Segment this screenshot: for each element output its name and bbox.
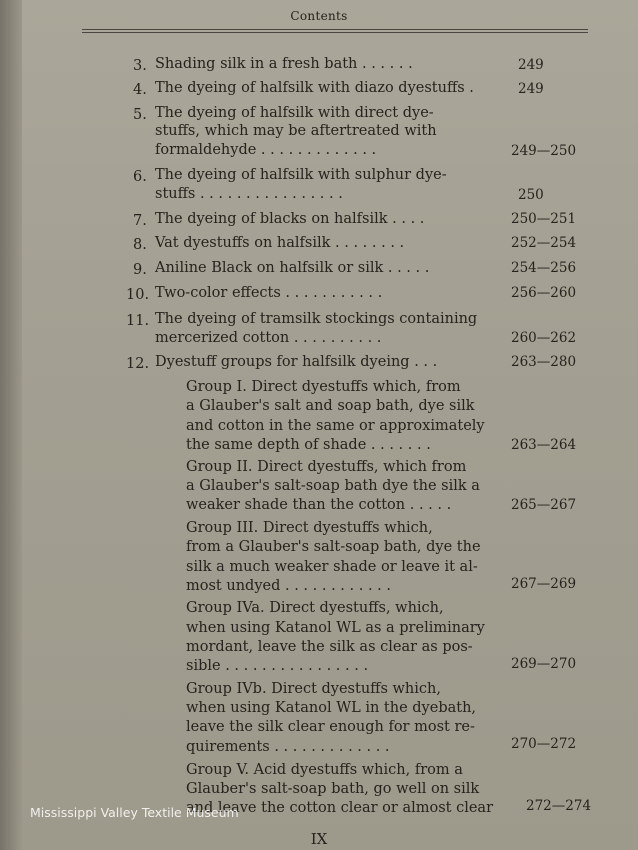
entry-text: stuffs . . . . . . . . . . . . . . . . (155, 186, 343, 202)
group-pages: 267—269 (511, 576, 577, 592)
entry-text: mercerized cotton . . . . . . . . . . (155, 330, 382, 346)
group-text: Group I. Direct dyestuffs which, from (186, 379, 461, 395)
group-text: and leave the cotton clear or almost clear (186, 800, 494, 816)
group-text: Group IVb. Direct dyestuffs which, (186, 681, 441, 697)
group-pages: 272—274 (526, 798, 592, 814)
entry-text: Aniline Black on halfsilk or silk . . . . . (155, 260, 430, 276)
entry-text: The dyeing of halfsilk with diazo dyestuffs . (155, 80, 474, 96)
entry-pages: 263—280 (511, 354, 577, 370)
group-pages: 269—270 (511, 656, 577, 672)
group-text: weaker shade than the cotton . . . . . (186, 497, 452, 513)
entry-text: The dyeing of blacks on halfsilk . . . . (155, 211, 425, 227)
entry-text: The dyeing of tramsilk stockings containing (155, 311, 478, 327)
group-text: from a Glauber's salt-soap bath, dye the (186, 539, 481, 555)
group-text: the same depth of shade . . . . . . . (186, 437, 431, 453)
entry-number: 11. (126, 313, 150, 329)
entry-pages: 249—250 (511, 143, 577, 159)
entry-text: Dyestuff groups for halfsilk dyeing . . . (155, 354, 438, 370)
entry-number: 12. (126, 356, 150, 372)
group-text: silk a much weaker shade or leave it al- (186, 559, 478, 575)
group-text: a Glauber's salt-soap bath dye the silk a (186, 478, 480, 494)
group-text: quirements . . . . . . . . . . . . . (186, 739, 390, 755)
group-pages: 270—272 (511, 736, 577, 752)
entry-number: 9. (133, 262, 147, 278)
group-text: and cotton in the same or approximately (186, 418, 485, 434)
group-text: most undyed . . . . . . . . . . . . (186, 578, 391, 594)
group-text: Group II. Direct dyestuffs, which from (186, 459, 467, 475)
entry-pages: 256—260 (511, 285, 577, 301)
group-text: mordant, leave the silk as clear as pos- (186, 639, 473, 655)
group-pages: 263—264 (511, 437, 577, 453)
entry-pages: 254—256 (511, 260, 577, 276)
group-text: Glauber's salt-soap bath, go well on silk (186, 781, 480, 797)
entry-pages: 260—262 (511, 330, 577, 346)
entry-text: formaldehyde . . . . . . . . . . . . . (155, 142, 377, 158)
entry-pages: 249 (518, 57, 544, 73)
entry-number: 8. (133, 237, 147, 253)
group-text: a Glauber's salt and soap bath, dye silk (186, 398, 475, 414)
group-text: when using Katanol WL in the dyebath, (186, 700, 477, 716)
group-text: Group V. Acid dyestuffs which, from a (186, 762, 463, 778)
entry-text: The dyeing of halfsilk with sulphur dye- (155, 167, 447, 183)
group-text: Group IVa. Direct dyestuffs, which, (186, 600, 444, 616)
entry-text: Shading silk in a fresh bath . . . . . . (155, 56, 413, 72)
entry-number: 3. (133, 58, 147, 74)
entry-number: 6. (133, 169, 147, 185)
entry-number: 10. (126, 287, 150, 303)
entry-text: stuffs, which may be aftertreated with (155, 123, 437, 139)
page-folio: IX (310, 830, 328, 848)
group-text: Group III. Direct dyestuffs which, (186, 520, 433, 536)
group-text: leave the silk clear enough for most re- (186, 719, 475, 735)
entry-number: 7. (133, 213, 147, 229)
page-header: Contents (290, 9, 348, 23)
entry-pages: 250—251 (511, 211, 577, 227)
watermark: Mississippi Valley Textile Museum (30, 805, 239, 820)
entry-text: Two-color effects . . . . . . . . . . . (155, 285, 383, 301)
header-rule-bottom (82, 32, 588, 33)
entry-number: 4. (133, 82, 147, 98)
page-gutter-shadow (0, 0, 22, 850)
entry-pages: 249 (518, 81, 544, 97)
entry-text: Vat dyestuffs on halfsilk . . . . . . . . (155, 235, 405, 251)
entry-text: The dyeing of halfsilk with direct dye- (155, 105, 434, 121)
entry-pages: 252—254 (511, 235, 577, 251)
entry-pages: 250 (518, 187, 544, 203)
header-rule-top (82, 29, 588, 30)
entry-number: 5. (133, 107, 147, 123)
group-text: when using Katanol WL as a preliminary (186, 620, 485, 636)
group-pages: 265—267 (511, 497, 577, 513)
group-text: sible . . . . . . . . . . . . . . . . (186, 658, 369, 674)
